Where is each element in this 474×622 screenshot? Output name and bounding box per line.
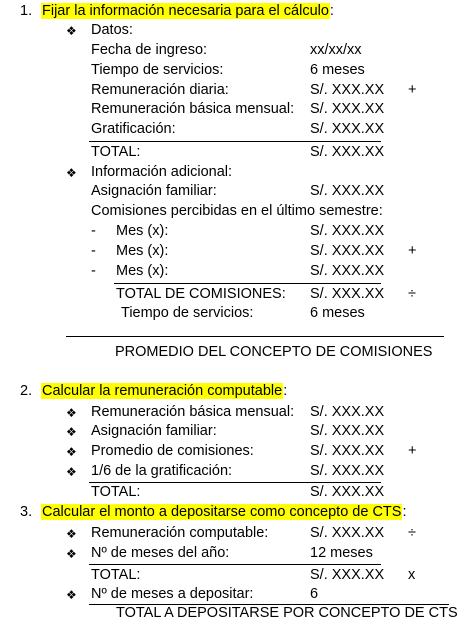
mes-value: S/. XXX.XX — [310, 263, 385, 279]
remuneracion-computable-label: Remuneración computable: — [91, 525, 269, 541]
diamond-bullet-icon: ❖ — [66, 425, 77, 439]
promedio-comisiones-label: Promedio de comisiones: — [91, 443, 254, 459]
asignacion-familiar-label: Asignación familiar: — [91, 183, 217, 199]
mes-dash: - — [91, 243, 96, 259]
diamond-bullet-icon: ❖ — [66, 24, 77, 38]
total-divider — [89, 564, 381, 565]
section-2-colon: : — [283, 383, 288, 399]
fecha-ingreso-label: Fecha de ingreso: — [91, 42, 208, 58]
mes-label: Mes (x): — [116, 223, 169, 239]
diamond-bullet-icon: ❖ — [66, 588, 77, 602]
diamond-bullet-icon: ❖ — [66, 445, 77, 459]
operator-plus: + — [408, 243, 417, 259]
section-3-colon: : — [402, 504, 407, 520]
gratificacion-value: S/. XXX.XX — [310, 121, 385, 137]
operator-multiply: x — [408, 567, 416, 583]
total-comisiones-label: TOTAL DE COMISIONES: — [116, 286, 286, 302]
promedio-comisiones-label: PROMEDIO DEL CONCEPTO DE COMISIONES — [115, 344, 433, 360]
total-depositarse-label: TOTAL A DEPOSITARSE POR CONCEPTO DE CTS — [116, 605, 458, 621]
sexto-gratificacion-value: S/. XXX.XX — [310, 463, 385, 479]
mes-dash: - — [91, 223, 96, 239]
tiempo-servicios-label: Tiempo de servicios: — [121, 305, 254, 321]
remuneracion-basica-label: Remuneración básica mensual: — [91, 404, 295, 420]
operator-divide: ÷ — [408, 525, 416, 541]
operator-plus: + — [408, 82, 417, 98]
mes-value: S/. XXX.XX — [310, 243, 385, 259]
mes-label: Mes (x): — [116, 243, 169, 259]
meses-depositar-value: 6 — [310, 586, 319, 602]
remuneracion-diaria-label: Remuneración diaria: — [91, 82, 229, 98]
section-3-number: 3. — [20, 504, 33, 520]
remuneracion-basica-label: Remuneración básica mensual: — [91, 101, 295, 117]
sexto-gratificacion-label: 1/6 de la gratificación: — [91, 463, 233, 479]
section-2-title: Calcular la remuneración computable — [42, 383, 283, 399]
section-2-number: 2. — [20, 383, 33, 399]
asignacion-familiar-value: S/. XXX.XX — [310, 183, 385, 199]
diamond-bullet-icon: ❖ — [66, 166, 77, 180]
datos-label: Datos: — [91, 22, 133, 38]
meses-anio-value: 12 meses — [310, 545, 373, 561]
total-label: TOTAL: — [91, 484, 141, 500]
promedio-comisiones-value: S/. XXX.XX — [310, 443, 385, 459]
operator-plus: + — [408, 443, 417, 459]
remuneracion-computable-value: S/. XXX.XX — [310, 525, 385, 541]
tiempo-servicios-value: 6 meses — [310, 62, 365, 78]
section-3-heading — [41, 503, 407, 521]
diamond-bullet-icon: ❖ — [66, 465, 77, 479]
diamond-bullet-icon: ❖ — [66, 547, 77, 561]
tiempo-servicios-label: Tiempo de servicios: — [91, 62, 224, 78]
comisiones-label: Comisiones percibidas en el último semestre: — [91, 203, 383, 219]
section-1-colon: : — [329, 3, 334, 19]
total-divider — [89, 141, 381, 142]
section-2-heading — [41, 382, 287, 400]
total-label: TOTAL: — [91, 567, 141, 583]
diamond-bullet-icon: ❖ — [66, 406, 77, 420]
section-1-heading — [41, 2, 334, 20]
total-label: TOTAL: — [91, 144, 141, 160]
promedio-divider — [66, 336, 444, 337]
gratificacion-label: Gratificación: — [91, 121, 176, 137]
total-value: S/. XXX.XX — [310, 484, 385, 500]
tiempo-servicios-value: 6 meses — [310, 305, 365, 321]
asignacion-familiar-label: Asignación familiar: — [91, 423, 217, 439]
remuneracion-diaria-value: S/. XXX.XX — [310, 82, 385, 98]
total-value: S/. XXX.XX — [310, 567, 385, 583]
total-value: S/. XXX.XX — [310, 144, 385, 160]
total-comisiones-value: S/. XXX.XX — [310, 286, 385, 302]
mes-dash: - — [91, 263, 96, 279]
diamond-bullet-icon: ❖ — [66, 527, 77, 541]
section-1-number: 1. — [20, 3, 33, 19]
remuneracion-basica-value: S/. XXX.XX — [310, 404, 385, 420]
remuneracion-basica-value: S/. XXX.XX — [310, 101, 385, 117]
fecha-ingreso-value: xx/xx/xx — [310, 42, 362, 58]
total-comisiones-divider — [114, 283, 381, 284]
asignacion-familiar-value: S/. XXX.XX — [310, 423, 385, 439]
meses-depositar-label: Nº de meses a depositar: — [91, 586, 254, 602]
mes-value: S/. XXX.XX — [310, 223, 385, 239]
info-adicional-label: Información adicional: — [91, 164, 233, 180]
mes-label: Mes (x): — [116, 263, 169, 279]
meses-anio-label: Nº de meses del año: — [91, 545, 230, 561]
operator-divide: ÷ — [408, 286, 416, 302]
section-3-title: Calcular el monto a depositarse como concepto de CTS — [42, 504, 402, 520]
section-1-title: Fijar la información necesaria para el cálculo — [42, 3, 329, 19]
